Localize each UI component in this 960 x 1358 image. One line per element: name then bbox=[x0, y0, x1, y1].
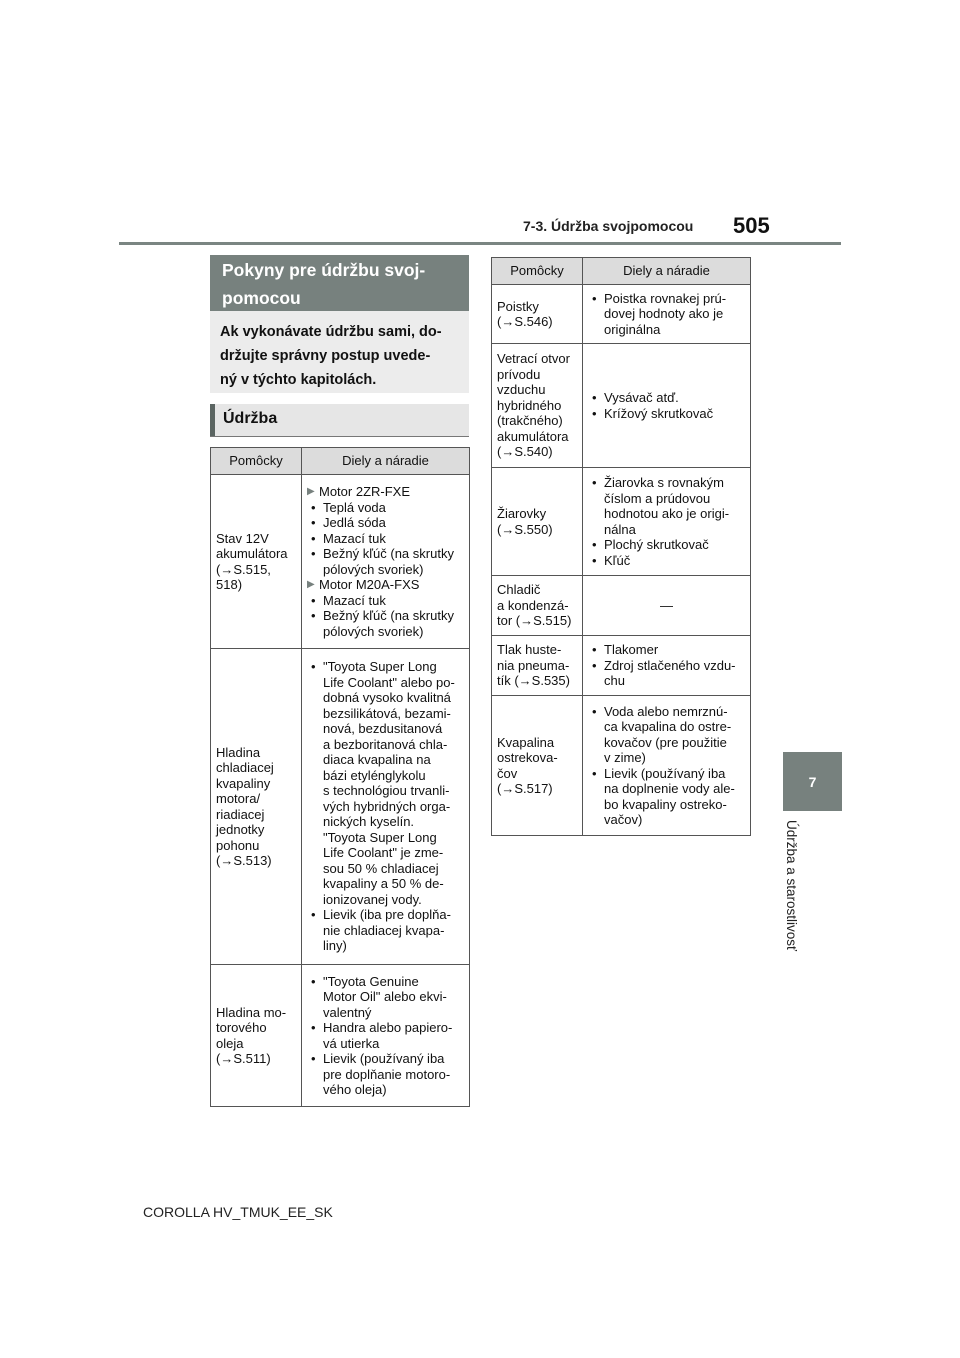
list-item: • Zdroj stlačeného vzdu- chu bbox=[588, 658, 745, 689]
chapter-tab-label: Údržba a starostlivosť bbox=[784, 820, 799, 952]
chapter-tab-label-box bbox=[784, 820, 820, 980]
intro-box bbox=[210, 311, 469, 393]
list-item: • Bežný kľúč (na skrutky pólových svoriek) bbox=[307, 546, 464, 577]
not-applicable-dash: — bbox=[660, 597, 673, 613]
table-row bbox=[492, 576, 751, 636]
tools-cell bbox=[583, 636, 751, 696]
list-item: • Žiarovka s rovnakým číslom a prúdovou hodnotou ako je origi- nálna bbox=[588, 475, 745, 537]
column-header: Pomôcky bbox=[211, 448, 302, 475]
tools-list bbox=[588, 291, 745, 338]
table-row bbox=[492, 468, 751, 576]
table-row bbox=[492, 285, 751, 344]
list-item: • Mazací tuk bbox=[307, 593, 464, 609]
list-item: • Krížový skrutkovač bbox=[588, 406, 745, 422]
tools-list bbox=[307, 484, 464, 639]
part-cell: Hladina chladiacej kvapaliny motora/ riadiacej jednotky pohonu (→S.513) bbox=[211, 649, 302, 965]
list-item: • Mazací tuk bbox=[307, 531, 464, 547]
tools-cell bbox=[583, 696, 751, 836]
list-item: • Teplá voda bbox=[307, 500, 464, 516]
table-row bbox=[492, 636, 751, 696]
header-rule bbox=[119, 242, 841, 245]
maintenance-table-left bbox=[210, 447, 470, 1107]
chapter-number: 7 bbox=[808, 773, 817, 790]
page-number: 505 bbox=[733, 213, 770, 238]
list-item: • Plochý skrutkovač bbox=[588, 537, 745, 553]
tools-cell bbox=[302, 649, 470, 965]
table-row bbox=[492, 696, 751, 836]
list-item: • Kľúč bbox=[588, 553, 745, 569]
footer-doc-id: COROLLA HV_TMUK_EE_SK bbox=[143, 1204, 333, 1220]
chapter-tab bbox=[783, 752, 842, 811]
engine-variant-label: ▶ Motor M20A-FXS bbox=[307, 577, 464, 593]
list-item: • Lievik (používaný iba pre doplňanie motoro- vého oleja) bbox=[307, 1051, 464, 1098]
topic-title-box bbox=[210, 255, 469, 311]
tools-list bbox=[307, 974, 464, 1098]
list-item: • Bežný kľúč (na skrutky pólových svoriek) bbox=[307, 608, 464, 639]
part-cell: Žiarovky (→S.550) bbox=[492, 468, 583, 576]
list-item: • Handra alebo papiero- vá utierka bbox=[307, 1020, 464, 1051]
part-cell: Poistky (→S.546) bbox=[492, 285, 583, 344]
list-item: • Poistka rovnakej prú- dovej hodnoty ako je originálna bbox=[588, 291, 745, 338]
tools-cell bbox=[583, 576, 751, 636]
tools-cell bbox=[302, 475, 470, 649]
table-row bbox=[211, 475, 470, 649]
column-header: Diely a náradie bbox=[583, 258, 751, 285]
table-header-row bbox=[492, 258, 751, 285]
part-cell: Stav 12V akumulátora (→S.515, 518) bbox=[211, 475, 302, 649]
tools-list bbox=[588, 390, 745, 421]
tools-cell bbox=[583, 344, 751, 468]
section-heading: Údržba bbox=[210, 404, 469, 436]
list-item: • Vysávač atď. bbox=[588, 390, 745, 406]
list-item: • Tlakomer bbox=[588, 642, 745, 658]
section-title: 7-3. Údržba svojpomocou bbox=[523, 218, 694, 234]
table-row bbox=[492, 344, 751, 468]
part-cell: Hladina mo- torového oleja (→S.511) bbox=[211, 965, 302, 1107]
list-item: • Jedlá sóda bbox=[307, 515, 464, 531]
tools-list bbox=[588, 642, 745, 689]
table-row bbox=[211, 965, 470, 1107]
column-header: Pomôcky bbox=[492, 258, 583, 285]
list-item: • Lievik (iba pre doplňa- nie chladiacej kvapa- liny) bbox=[307, 907, 464, 954]
list-item: • Voda alebo nemrznú- ca kvapalina do ostre- kovačov (pre použitie v zime) bbox=[588, 704, 745, 766]
tools-cell bbox=[583, 285, 751, 344]
part-cell: Kvapalina ostrekova- čov (→S.517) bbox=[492, 696, 583, 836]
engine-variant-label: ▶ Motor 2ZR-FXE bbox=[307, 484, 464, 500]
intro-text: Ak vykonávate údržbu sami, do- držujte správny postup uvede- ný v týchto kapitolách. bbox=[220, 324, 442, 388]
part-cell: Vetrací otvor prívodu vzduchu hybridného (trakčného) akumulátora (→S.540) bbox=[492, 344, 583, 468]
maintenance-table-right bbox=[491, 257, 751, 836]
tools-cell bbox=[302, 965, 470, 1107]
tools-list bbox=[307, 659, 464, 954]
tools-cell bbox=[583, 468, 751, 576]
list-item: • Lievik (používaný iba na doplnenie vody ale- bo kvapaliny ostreko- vačov) bbox=[588, 766, 745, 828]
table-row bbox=[211, 649, 470, 965]
column-header: Diely a náradie bbox=[302, 448, 470, 475]
list-item: • "Toyota Super Long Life Coolant" alebo po- dobná vysoko kvalitná bezsilikátová, bezami- nová, bezdusitanová a bezboritanová chla- diaca kvapalina na bázi etylénglykolu s technológiou trvanli- vých hybridných orga- nických kyselín. "Toyota Super Long Life Coolant" je zme- sou 50 % chladiacej kvapaliny a 50 % de- ionizovanej vody. bbox=[307, 659, 464, 907]
table-header-row bbox=[211, 448, 470, 475]
tools-list bbox=[588, 704, 745, 828]
part-cell: Chladič a kondenzá- tor (→S.515) bbox=[492, 576, 583, 636]
part-cell: Tlak huste- nia pneuma- tík (→S.535) bbox=[492, 636, 583, 696]
list-item: • "Toyota Genuine Motor Oil" alebo ekvi- valentný bbox=[307, 974, 464, 1021]
tools-list bbox=[588, 475, 745, 568]
topic-title: Pokyny pre údržbu svoj- pomocou bbox=[222, 260, 426, 308]
section-heading-rule bbox=[210, 436, 469, 437]
